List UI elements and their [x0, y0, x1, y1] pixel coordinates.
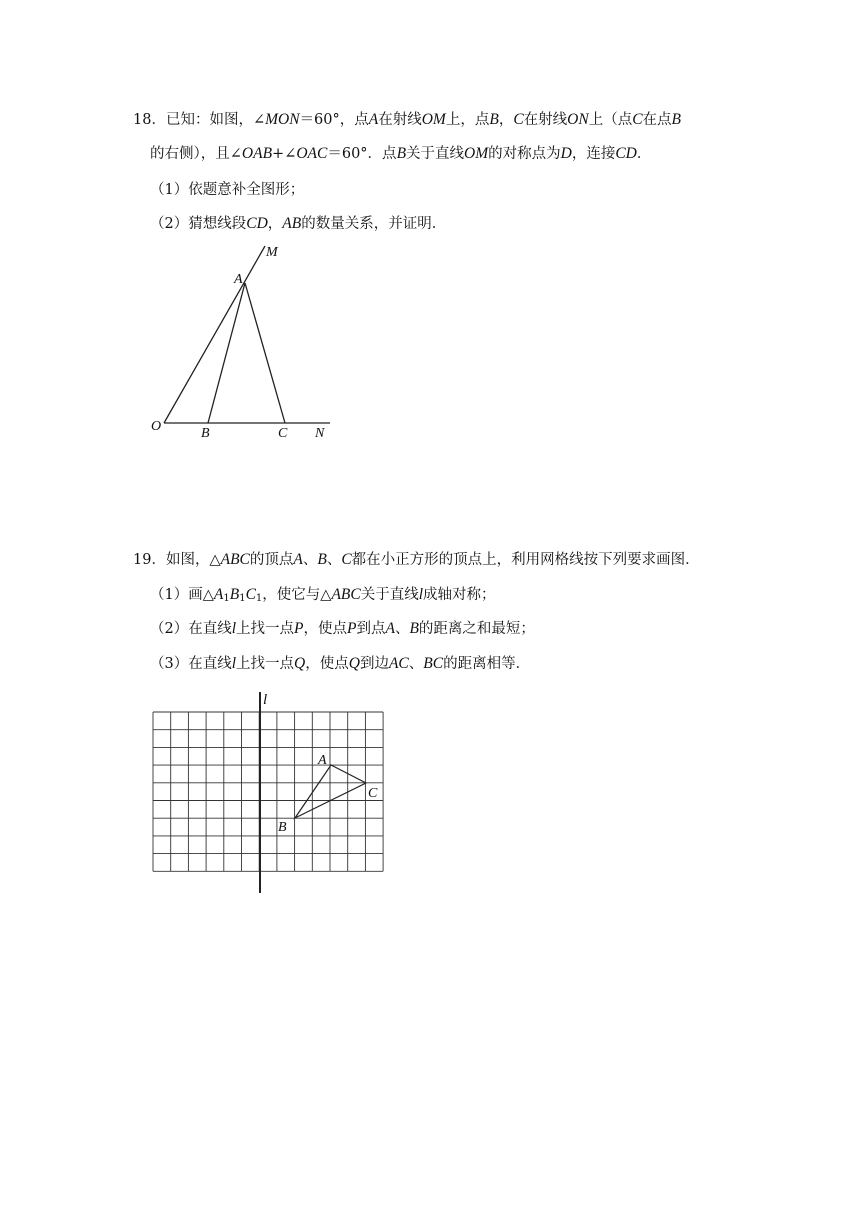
- label-o: O: [151, 419, 162, 434]
- label-b: B: [278, 820, 287, 835]
- label-a: A: [318, 753, 327, 768]
- q18-line-2: 的右侧），且∠OAB+∠OAC＝60°．点B关于直线OM的对称点为D，连接CD．: [150, 145, 652, 162]
- segment-ac: [245, 283, 285, 423]
- label-c: C: [368, 786, 378, 801]
- q19-subquestion-2: （2）在直线l上找一点P，使点P到点A、B的距离之和最短；: [150, 620, 535, 637]
- q18-subquestion-2: （2）猜想线段CD，AB的数量关系，并证明．: [150, 215, 447, 232]
- segment-ab: [208, 283, 245, 423]
- label-l: l: [263, 692, 268, 708]
- label-a: A: [234, 272, 243, 287]
- q19-subquestion-3: （3）在直线l上找一点Q，使点Q到边AC、BC的距离相等．: [150, 655, 531, 672]
- label-n: N: [315, 426, 325, 441]
- q19-subquestion-1: （1）画$\triangle A_1B_1C_1$，使它与△ABC关于直线l成轴对称；: [150, 586, 496, 604]
- q19-grid-figure: [145, 690, 395, 895]
- triangle-abc: [295, 765, 366, 818]
- label-c: C: [278, 426, 288, 441]
- q18-subquestion-1: （1）依题意补全图形；: [150, 182, 305, 198]
- q18-figure: [145, 238, 345, 448]
- q19-line-1: 19．如图，△ABC的顶点A、B、C都在小正方形的顶点上，利用网格线按下列要求画图．: [133, 551, 700, 568]
- q18-line-1: 18．已知：如图，∠MON＝60°，点A在射线OM上，点B，C在射线ON上（点C在点B: [133, 111, 682, 128]
- label-b: B: [201, 426, 210, 441]
- label-m: M: [266, 245, 278, 260]
